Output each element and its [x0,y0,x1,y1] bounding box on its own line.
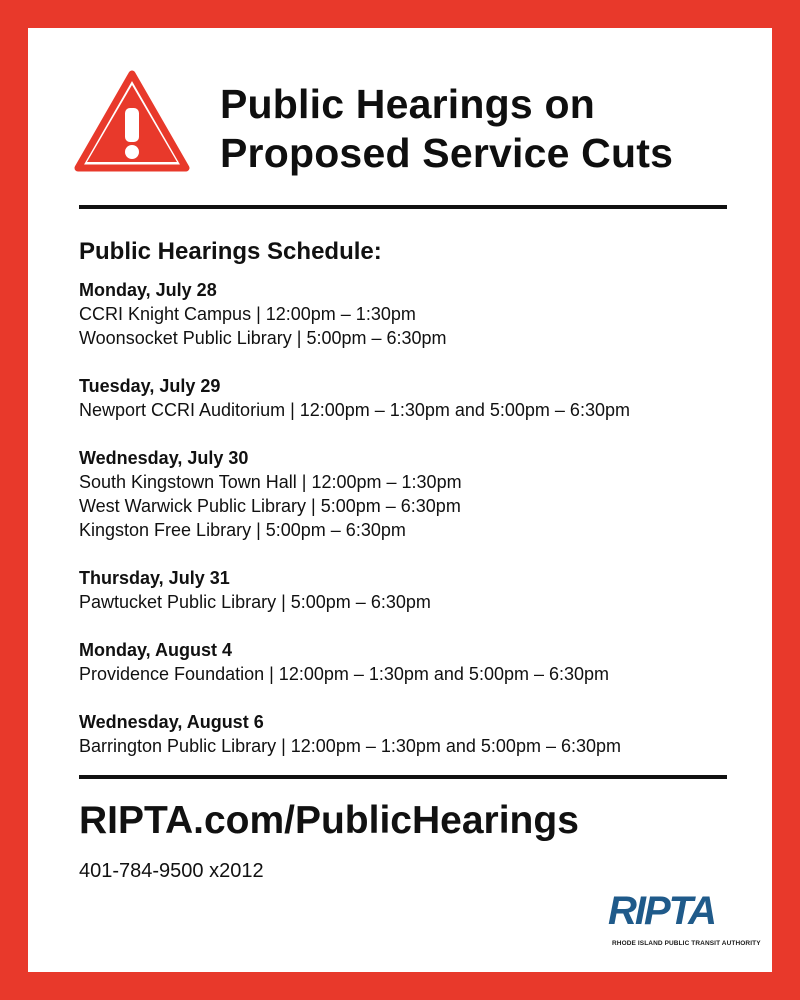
website-link[interactable]: RIPTA.com/PublicHearings [79,799,579,842]
warning-triangle-icon [72,68,192,176]
schedule-day [79,278,759,350]
day-label: Tuesday, July 29 [79,376,221,396]
title-line-1: Public Hearings on [220,81,595,127]
schedule-list [79,278,759,782]
phone-number: 401-784-9500 x2012 [79,860,264,882]
session-item: Barrington Public Library | 12:00pm – 1:30pm and 5:00pm – 6:30pm [79,736,621,756]
day-label: Monday, July 28 [79,280,217,300]
title-line-2: Proposed Service Cuts [220,130,674,176]
ripta-logo [608,888,761,958]
schedule-heading: Public Hearings Schedule: [79,238,382,265]
schedule-day [79,446,759,542]
bottom-divider [79,775,727,779]
session-item: Kingston Free Library | 5:00pm – 6:30pm [79,520,406,540]
session-item: Providence Foundation | 12:00pm – 1:30pm and 5:00pm – 6:30pm [79,664,610,684]
logo-wordmark: RIPTA [608,889,716,933]
logo-subtitle: RHODE ISLAND PUBLIC TRANSIT AUTHORITY [612,940,761,947]
day-label: Monday, August 4 [79,640,232,660]
schedule-day [79,566,759,614]
schedule-day [79,710,759,758]
page-title [220,80,673,178]
session-item: Woonsocket Public Library | 5:00pm – 6:30pm [79,328,447,348]
day-label: Thursday, July 31 [79,568,230,588]
schedule-day [79,374,759,422]
day-label: Wednesday, July 30 [79,448,249,468]
session-item: South Kingstown Town Hall | 12:00pm – 1:30pm [79,472,462,492]
session-item: Newport CCRI Auditorium | 12:00pm – 1:30pm and 5:00pm – 6:30pm [79,400,630,420]
top-divider [79,205,727,209]
day-label: Wednesday, August 6 [79,712,264,732]
session-item: Pawtucket Public Library | 5:00pm – 6:30pm [79,592,431,612]
session-item: West Warwick Public Library | 5:00pm – 6:30pm [79,496,461,516]
schedule-day [79,638,759,686]
session-item: CCRI Knight Campus | 12:00pm – 1:30pm [79,304,416,324]
notice-card [28,28,772,972]
